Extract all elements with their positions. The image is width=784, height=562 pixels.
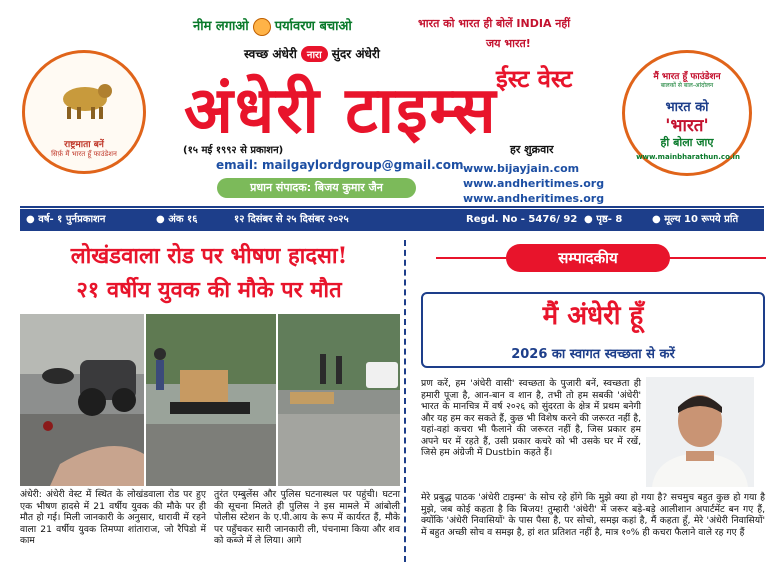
- page-count: ● पृष्ठ- 8: [584, 214, 623, 225]
- earth-icon: [253, 18, 271, 36]
- editorial-paragraph-2: मेरे प्रबुद्ध पाठक 'अंधेरी टाइम्स' के सोच रहे होंगे कि मुझे क्या हो गया है? सचमुच बहुत कुछ हो गया है मुझे, जब कोई कहता है कि बिजय! तुम्हारी 'अंधेरी' में जरूर बड़े-बड़े आलीशान अपार्टमेंट बन गए हैं, क्योंकि 'अंधेरी निवासियों' के पास पैसा है, पर सोचो, समझ कहां है, मैं कहता हूँ, मेरे 'अंधेरी निवासियों' में बहुत अच्छी सोच व समझ है, हां शत प्रतिशत नहीं है, मात्र १०% ही कचरा फैलाने वाले रह गए हैं: [421, 492, 765, 538]
- issue-number: ● अंक १६: [156, 214, 198, 225]
- column-divider: [404, 240, 406, 562]
- logo-right-url: www.mainbharathun.co.in: [636, 153, 740, 161]
- issue-info-bar: [20, 209, 764, 231]
- slogan-left: नीम लगाओ: [193, 19, 249, 34]
- editorial-section-label: सम्पादकीय: [506, 244, 670, 272]
- chief-editor: प्रधान संपादक: बिजय कुमार जैन: [217, 178, 416, 198]
- website-link[interactable]: www.andheritimes.org: [463, 177, 605, 190]
- logo-right-line1: भारत को: [665, 100, 709, 115]
- editor-portrait: [646, 377, 754, 487]
- logo-right-top: मैं भारत हूँ फाउंडेशन: [653, 72, 721, 82]
- masthead-title: अंधेरी टाइम्स: [184, 73, 498, 148]
- article-column-1: अंधेरी: अंधेरी वेस्ट में स्थित के लोखंडवाला रोड पर हुए एक भीषण हादसे में 21 वर्षीय युवक की मौके पर ही मौत हो गई। मिली जानकारी के अनुसार, धारावी में रहने वाला 21 वर्षीय युवक तिमप्पा शांताराज, जो रैपिडो में काम: [20, 489, 206, 546]
- article-headline-1[interactable]: लोखंडवाला रोड पर भीषण हादसा!: [70, 243, 348, 269]
- editorial-subtitle: 2026 का स्वागत स्वच्छता से करें: [511, 347, 675, 362]
- editorial-title[interactable]: मैं अंधेरी हूँ: [542, 301, 644, 331]
- email-address[interactable]: email: mailgaylordgroup@gmail.com: [216, 158, 464, 172]
- editorial-paragraph-1: प्रण करें, हम 'अंधेरी वासी' स्वच्छता के पुजारी बनें, स्वच्छता ही हमारी पूजा है, आन-बान व शान है, तभी तो हम सबकी 'अंधेरी' भारत के मानचित्र में वर्ष २०२६ को सुंदरता के क्षेत्र में प्रथम बनेगी और यह हम कर सकते हैं, कुछ भी विशेष करने की जरूरत नहीं है, यहां-वहां कचरा भी फैलाने की जरूरत नहीं है, जिस प्रकार हम अपने घर में रहते हैं, उसी प्रकार कचरे को भी उसके घर में रखें, जिसे हम अंग्रेजी में Dustbin कहते हैं।: [421, 378, 641, 458]
- accident-photo-collage: [20, 314, 400, 486]
- price: ● मूल्य 10 रूपये प्रति: [652, 214, 739, 225]
- clean-left: स्वच्छ अंधेरी: [244, 47, 297, 61]
- bharat-slogan: भारत को भारत ही बोलें INDIA नहीं: [418, 17, 571, 30]
- logo-left-subtext: सिर्फ़ मैं भारत हूँ फाउंडेशन: [51, 150, 117, 158]
- slogan-clean: [244, 45, 380, 62]
- website-link[interactable]: www.bijayjain.com: [463, 162, 580, 175]
- nara-badge: नारा: [301, 46, 328, 62]
- logo-right-top-sub: बालकों से बाल-आंदोलन: [660, 82, 714, 89]
- foundation-logo-right: [622, 50, 752, 176]
- logo-right-line3: ही बोला जाए: [660, 136, 714, 149]
- website-link[interactable]: www.andheritimes.org: [463, 192, 605, 205]
- slogan-neem: [193, 16, 352, 36]
- bar-divider: [20, 206, 764, 208]
- registration-number: Regd. No - 5476/ 92: [466, 214, 578, 225]
- logo-left-text: राष्ट्रमाता बनें: [64, 140, 104, 150]
- edition-label: ईस्ट वेस्ट: [496, 65, 573, 93]
- article-column-2: तुरंत एम्बुलेंस और पुलिस घटनास्थल पर पहुंची। घटना की सूचना मिलते ही पुलिस ने इस मामले में आंबोली पोलीस स्टेशन के ए.पी.आय के रूप में कार्यरत हैं, मौके पर पहुँचकर सारी जानकारी ली, पंचनामा किया और शव को कब्जे में ले लिया। आगे: [214, 489, 400, 546]
- issue-dates: १२ दिसंबर से २५ दिसंबर २०२५: [234, 214, 349, 225]
- year-info: ● वर्ष- १ पुर्नप्रकाशन: [26, 214, 106, 225]
- established-date: (१५ मई १९९२ से प्रकाशन): [183, 145, 284, 156]
- slogan-right: पर्यावरण बचाओ: [274, 19, 352, 34]
- logo-right-line2: 'भारत': [665, 116, 709, 136]
- jai-bharat: जय भारत!: [486, 37, 531, 50]
- frequency: हर शुक्रवार: [510, 143, 554, 156]
- foundation-logo-left: [22, 50, 146, 174]
- article-headline-2[interactable]: २१ वर्षीय युवक की मौके पर मौत: [76, 277, 342, 303]
- clean-right: सुंदर अंधेरी: [331, 47, 380, 61]
- cow-icon: [53, 77, 117, 121]
